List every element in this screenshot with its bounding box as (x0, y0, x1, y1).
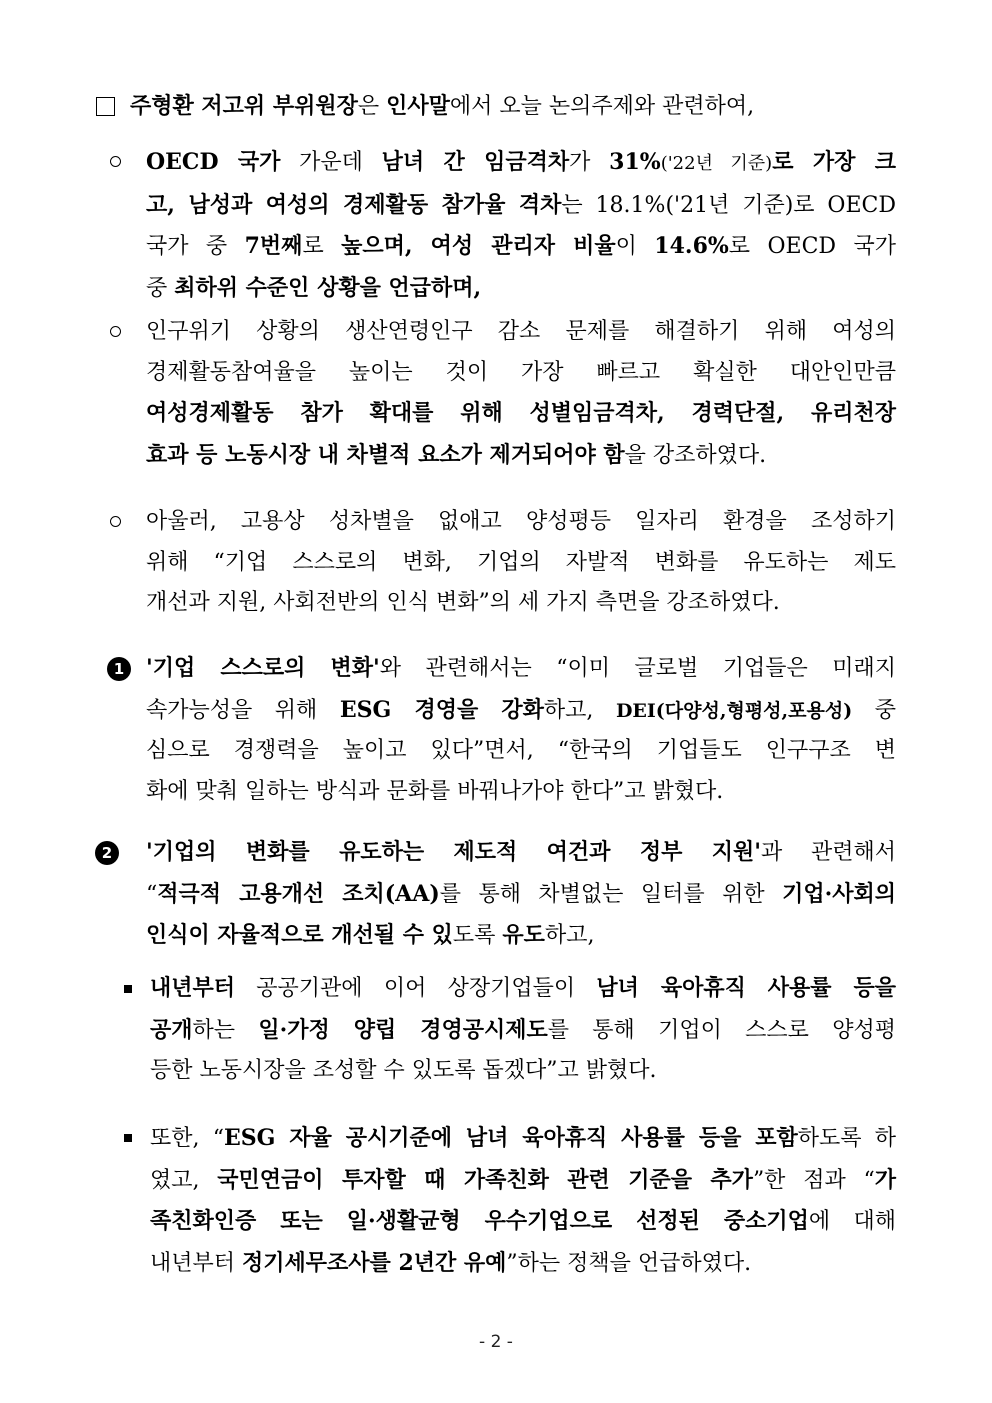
text-bold: 여성경제활동 참가 확대를 위해 성별임금격차, 경력단절, 유리천장 (146, 400, 896, 426)
text: 도록 (452, 923, 503, 948)
text: 는 18.1%('21년 기준)로 OECD (561, 192, 896, 218)
sub-1-line (150, 968, 896, 1010)
text: 로 (302, 234, 342, 259)
text-bold: 공개 (150, 1016, 193, 1043)
text-bold: 14.6% (654, 233, 729, 259)
item-1-paragraph (146, 648, 896, 812)
text-bold: 남녀 간 임금격차 (381, 149, 570, 175)
text-bold: 기업·사회의 (782, 880, 896, 907)
text: 국가 중 (146, 234, 245, 259)
text: 가운데 (280, 150, 382, 175)
sub-2-line (150, 1160, 896, 1202)
bullet-2-paragraph (146, 312, 896, 476)
text-bold: 정기세무조사를 2년간 유예 (242, 1249, 507, 1276)
text: 하고, (544, 923, 595, 948)
text: 하고, (543, 697, 616, 723)
item-2-line (146, 832, 896, 874)
text: 중 (146, 275, 175, 301)
square-bullet-icon (124, 1134, 132, 1142)
text-bold: 유도 (502, 922, 545, 948)
text-bold: 최하위 수준인 상황을 언급하며, (174, 274, 482, 301)
square-bullet-icon (124, 985, 132, 993)
circle-bullet-icon (110, 516, 121, 527)
text: 로 OECD 국가 (728, 234, 896, 259)
item-1-line (146, 648, 896, 690)
text-bold: 인식이 자율적으로 개선될 수 있 (146, 922, 453, 948)
checkbox-square-icon (96, 97, 115, 116)
bullet-3-line: 위해 “기업 스스로의 변화, 기업의 자발적 변화를 유도하는 제도 (146, 549, 896, 575)
bullet-3-line: 개선과 지원, 사회전반의 인식 변화”의 세 가지 측면을 강조하였다. (146, 590, 780, 615)
number-2-badge-icon: 2 (95, 841, 119, 865)
item-1-line: 심으로 경쟁력을 높이고 있다”면서, “한국의 기업들도 인구구조 변 (146, 738, 896, 763)
text-bold: 국민연금이 투자할 때 가족친화 관련 기준을 추가 (217, 1166, 753, 1193)
bullet-1-line (146, 142, 896, 185)
text: 또한, “ (150, 1126, 224, 1151)
text-bold: '기업 스스로의 변화' (146, 655, 380, 681)
text-bold: 적극적 고용개선 조치(AA) (157, 880, 440, 907)
intro-paragraph (130, 86, 895, 128)
text: 에 대해 (808, 1209, 897, 1234)
intro-speaker: 주형환 저고위 부위원장 (130, 93, 358, 119)
sub-2-line (150, 1243, 896, 1285)
sub-2-paragraph (150, 1118, 896, 1284)
text-bold: 내년부터 (150, 975, 236, 1001)
text: 을 강조하였다. (624, 442, 767, 468)
text: “ (146, 881, 158, 907)
number-1-badge-icon: 1 (107, 657, 131, 681)
bullet-1-paragraph (146, 142, 896, 309)
item-1-line (146, 690, 896, 732)
text-bold: 효과 등 노동시장 내 차별적 요소가 제거되어야 함 (146, 441, 625, 468)
intro-text-rest: 에서 오늘 논의주제와 관련하여, (449, 94, 755, 119)
text-bold: 남녀 육아휴직 사용률 등을 (596, 975, 896, 1001)
intro-greeting: 인사말 (386, 93, 450, 119)
sub-2-line (150, 1201, 896, 1243)
text: ('22년 기준) (660, 153, 773, 174)
text-bold: 일·가정 양립 경영공시제도 (258, 1016, 548, 1043)
bullet-2-line: 경제활동참여율을 높이는 것이 가장 빠르고 확실한 대안인만큼 (146, 359, 896, 385)
text-bold: 가 (874, 1166, 896, 1193)
intro-text: 은 (357, 94, 387, 119)
text: 를 통해 기업이 스스로 양성평 (547, 1017, 896, 1043)
text: ”하는 정책을 언급하였다. (506, 1250, 752, 1276)
bullet-1-line (146, 185, 896, 227)
sub-1-line (150, 1010, 896, 1052)
text: 이 (615, 234, 655, 259)
text: 를 통해 차별없는 일터를 위한 (439, 881, 783, 907)
page-number: - 2 - (479, 1332, 513, 1352)
text-bold: ESG 경영을 강화 (339, 696, 544, 723)
item-1-line: 화에 맞춰 일하는 방식과 문화를 바꿔나가야 한다”고 밝혔다. (146, 778, 724, 804)
item-2-line (146, 915, 896, 957)
sub-1-paragraph (150, 968, 896, 1092)
text: 와 관련해서는 “이미 글로벌 기업들은 미래지 (379, 656, 896, 681)
text-bold: 31% (609, 149, 661, 175)
text-bold: ESG 자율 공시기준에 남녀 육아휴직 사용률 등을 포함 (223, 1125, 798, 1151)
text: 과 관련해서 (760, 840, 896, 865)
text-bold: 7번째 (244, 233, 303, 259)
text-bold: 로 가장 크 (772, 149, 896, 175)
text-bold: 고, 남성과 여성의 경제활동 참가율 격차 (146, 191, 562, 218)
text: 중 (852, 697, 896, 723)
text: 속가능성을 위해 (146, 697, 340, 723)
bullet-2-line (146, 435, 896, 477)
text: 공공기관에 이어 상장기업들이 (235, 976, 597, 1001)
circle-bullet-icon (110, 156, 121, 167)
bullet-1-line (146, 268, 896, 310)
item-2-paragraph (146, 832, 896, 957)
text-bold: OECD 국가 (146, 149, 281, 175)
intro-line (130, 86, 895, 128)
text-bold: 족친화인증 또는 일·생활균형 우수기업으로 선정된 중소기업 (150, 1208, 809, 1234)
text: 내년부터 (150, 1250, 243, 1276)
text-bold: DEI(다양성,형평성,포용성) (615, 699, 853, 722)
bullet-3-paragraph (146, 502, 896, 624)
bullet-2-line: 인구위기 상황의 생산연령인구 감소 문제를 해결하기 위해 여성의 (146, 319, 896, 344)
bullet-2-line (146, 393, 896, 435)
bullet-3-line: 아울러, 고용상 성차별을 없애고 양성평등 일자리 환경을 조성하기 (146, 509, 896, 534)
text-bold: '기업의 변화를 유도하는 제도적 여건과 정부 지원' (146, 839, 761, 865)
circle-bullet-icon (110, 326, 121, 337)
bullet-1-line (146, 226, 896, 268)
text: 하는 (192, 1017, 259, 1043)
text: ”한 점과 “ (752, 1167, 875, 1193)
sub-2-line (150, 1118, 896, 1160)
text: 하도록 하 (797, 1126, 896, 1151)
text: 였고, (150, 1167, 218, 1193)
text-bold: 높으며, 여성 관리자 비율 (341, 233, 616, 259)
text: 가 (569, 150, 610, 175)
sub-1-line: 등한 노동시장을 조성할 수 있도록 돕겠다”고 밝혔다. (150, 1058, 657, 1083)
item-2-line (146, 874, 896, 916)
